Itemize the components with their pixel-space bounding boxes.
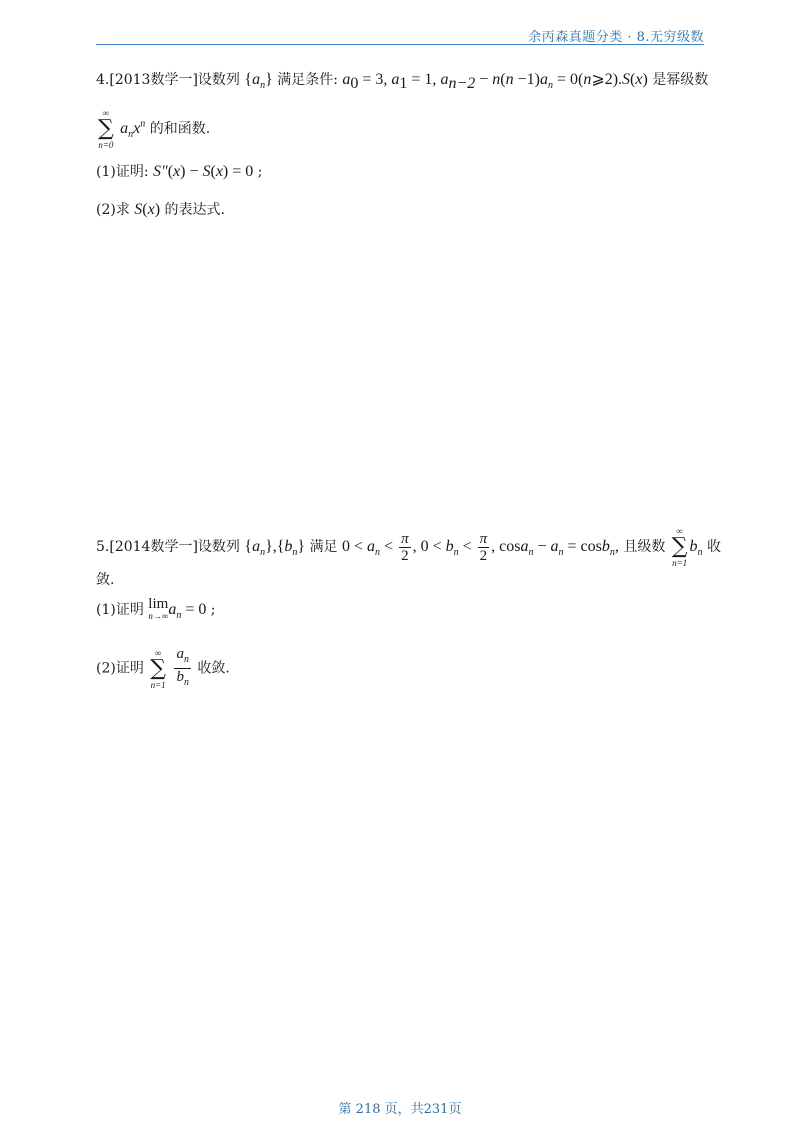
q5-stem: 设数列 xyxy=(197,539,240,555)
fraction: $\frac{\pi}{2}$ xyxy=(479,530,488,564)
q5-conv: 收 xyxy=(706,539,721,555)
q4-part1: (1)证明: S″(x) − S(x) = 0 ; xyxy=(96,163,263,180)
q4-part1-label: (1)证明: xyxy=(96,164,149,180)
page-footer: 第 218 页，共231页 xyxy=(338,1102,462,1117)
q4-line1: 4.[2013数学一]设数列 $\{a_n\}$ 满足条件: $a_0 = 3$, $a_1 = 1$, $a_{n-2} - n(n -1)a_n$ = 0(n⩾2).S(x) 是幂级数 xyxy=(96,71,709,92)
q5-part2 xyxy=(96,646,230,691)
q5-cond: 满足 xyxy=(309,539,338,555)
q5-line1: 5.[2014数学一]设数列 $\{a_n\},\{b_n\}$ 满足 $0 < a_n$ < $\frac{\pi}{2}$ , $0 < b_n$ < $\frac{\pi}{2}$ , $\cos a_n - a_n = \cos b_n$, 且级数 ∞ ∑ n=1 $b_n$ 收 xyxy=(96,526,721,568)
limit-operator: lim n→∞ xyxy=(148,596,169,621)
q4-part2-tail: 的表达式. xyxy=(164,202,225,218)
header-title: 余丙森真题分类 · 8.无穷级数 xyxy=(528,30,704,45)
sum-symbol: ∞ ∑ n=1 xyxy=(671,526,688,568)
page-header xyxy=(96,26,704,46)
q4-sum-tail: 的和函数. xyxy=(149,121,211,137)
sum-symbol: ∞ ∑ n=1 xyxy=(150,647,167,690)
q5-series: 且级数 xyxy=(623,539,666,555)
q4-source: [2013数学一] xyxy=(109,72,198,88)
q4-number: 4. xyxy=(96,72,110,88)
q5-part1: (1)证明 lim n→∞ $a_n = 0$ ; xyxy=(96,596,216,622)
q5-source: [2014数学一] xyxy=(109,539,198,555)
header-divider xyxy=(96,44,704,45)
q4-stem: 设数列 xyxy=(197,72,240,88)
q5-part2-tail: 收敛. xyxy=(197,660,230,677)
sum-symbol: ∞ ∑ n=0 xyxy=(98,108,114,150)
fraction: $\frac{a_n}{b_n}$ xyxy=(176,646,189,688)
q5-part1-label: (1)证明 xyxy=(96,602,144,618)
q5-part2-label: (2)证明 xyxy=(96,660,144,677)
q4-cond: 满足条件: xyxy=(277,72,338,88)
q4-conclusion: 是幂级数 xyxy=(652,72,709,88)
q5-number: 5. xyxy=(96,539,110,555)
q5-conv2: 敛. xyxy=(96,572,115,588)
q5-line2 xyxy=(96,570,114,590)
q4-part2: (2)求 S(x) 的表达式. xyxy=(96,201,225,218)
fraction: $\frac{\pi}{2}$ xyxy=(401,530,409,564)
q4-line2: ∞ ∑ n=0 $a_nx^n$ 的和函数. xyxy=(98,108,211,150)
q4-part2-label: (2)求 xyxy=(96,202,130,218)
